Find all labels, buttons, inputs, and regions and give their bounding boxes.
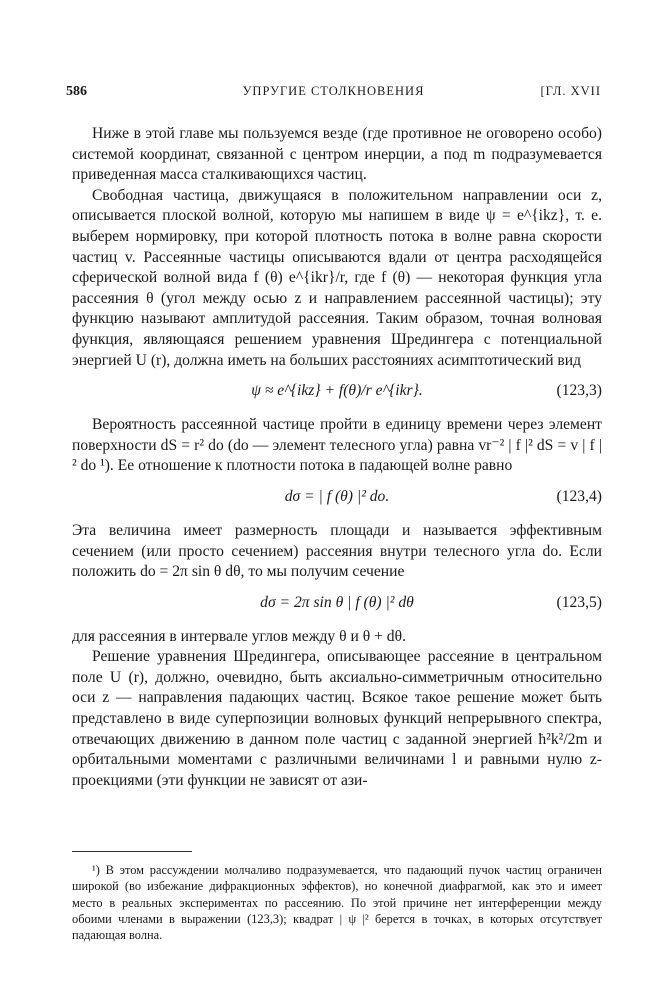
paragraph-6: Решение уравнения Шредингера, описывающее рассеяние в центральном поле U (r), должно, очевидно, быть аксиально-симметричным относительно оси z — направления падающих частиц. Всякое такое решение может быть представлено в виде суперпозиции волновых функций непрерывного спектра, отвечающих движению в данном поле частиц с заданной энергией ħ²k²/2m и орбитальными моментами с различными величинами l и равными нулю z-проекциями (эти функции не зависят от ази- (72, 648, 602, 789)
equation-formula: ψ ≈ e^{ikz} + f(θ)/r e^{ikr}. (251, 382, 423, 400)
equation-formula: dσ = 2π sin θ | f (θ) |² dθ (260, 593, 414, 611)
equation-123-3 (72, 375, 602, 407)
footnote-text: В этом рассуждении молчаливо подразумевается, что падающий пучок частиц ограничен широкой (во избежание дифракционных эффектов), но конечной диафрагмой, как это и имеет место в реальных экспериментах по рассеянию. По этой причине нет интерференции между обоими членами в выражении (123,3); квадрат | ψ |² берется в точках, в которых отсутствует падающая волна. (72, 863, 602, 943)
footnote-divider (72, 851, 192, 852)
equation-number: (123,5) (556, 593, 602, 611)
paragraph-5: для рассеяния в интервале углов между θ и θ + dθ. (72, 627, 406, 645)
equation-123-5 (72, 587, 602, 619)
paragraph-1: Ниже в этой главе мы пользуемся везде (где противное не оговорено особо) системой координат, связанной с центром инерции, а под m подразумевается приведенная масса сталкивающихся частиц. (72, 125, 602, 184)
chapter-label: [ГЛ. XVII (540, 84, 601, 98)
footnote (72, 862, 602, 943)
equation-formula: dσ = | f (θ) |² do. (284, 487, 390, 505)
footnote-paragraph (72, 862, 602, 943)
equation-number: (123,4) (556, 487, 602, 505)
equation-123-4 (72, 481, 602, 513)
equation-number: (123,3) (556, 382, 602, 400)
page-number: 586 (66, 84, 87, 99)
paragraph-4: Эта величина имеет размерность площади и называется эффективным сечением (или просто сечением) рассеяния внутри телесного угла do. Если положить do = 2π sin θ dθ, то мы получим сечение (72, 521, 602, 581)
footnote-marker: ¹) (92, 863, 100, 877)
paragraph-2: Свободная частица, движущаяся в положительном направлении оси z, описывается плоской волной, которую мы напишем в виде ψ = e^{ikz}, т. е. выберем нормировку, при которой плотность потока в волне равна скорости частиц v. Рассеянные частицы описываются вдали от центра расходящейся сферической волной вида f (θ) e^{ikr}/r, где f (θ) — некоторая функция угла рассеяния θ (угол между осью z и направлением рассеянной частицы); эту функцию называют амплитудой рассеяния. Таким образом, точная волновая функция, являющаяся решением уравнения Шредингера с потенциальной энергией U (r), должна иметь на больших расстояниях асимптотический вид (72, 186, 602, 369)
running-header (66, 84, 601, 106)
main-text (72, 124, 602, 791)
running-title: УПРУГИЕ СТОЛКНОВЕНИЯ (242, 84, 425, 98)
paragraph-3: Вероятность рассеянной частице пройти в единицу времени через элемент поверхности dS = r² do (do — элемент телесного угла) равна vr⁻² | f |² dS = v | f |² do ¹). Ее отношение к плотности потока в падающей волне равно (72, 416, 602, 475)
